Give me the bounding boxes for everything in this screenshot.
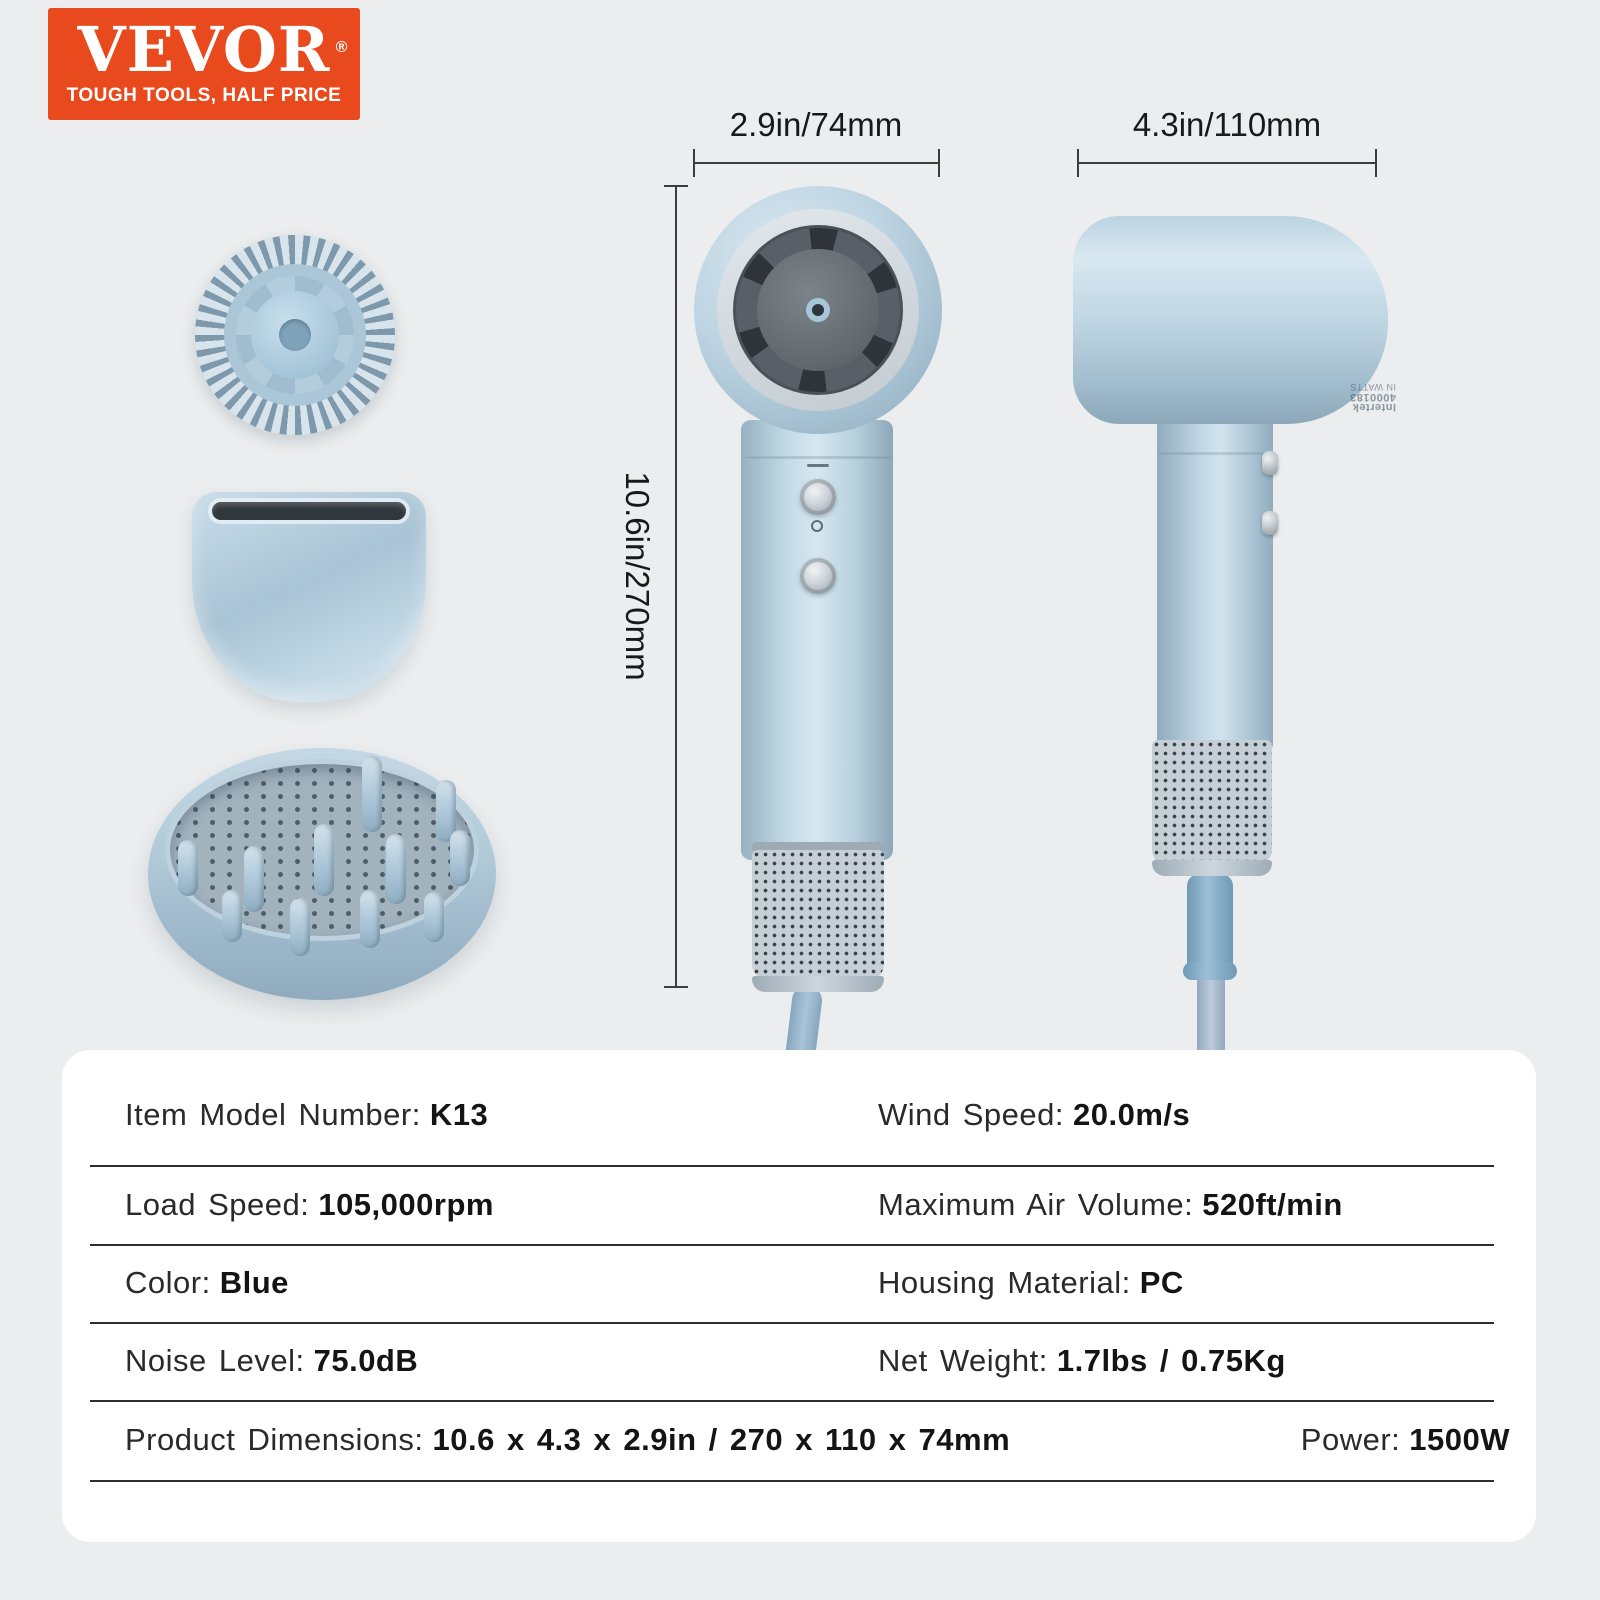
spec-value: 75.0dB xyxy=(313,1343,419,1378)
brand-tagline: TOUGH TOOLS, HALF PRICE xyxy=(66,85,342,106)
spec-net-weight xyxy=(878,1343,1286,1379)
diffuser-prong xyxy=(244,846,264,912)
dim-tick xyxy=(664,986,688,988)
spec-label: Wind Speed: xyxy=(878,1096,1064,1132)
impeller-center-hole xyxy=(279,319,311,351)
spec-row-3 xyxy=(62,1244,1536,1322)
spec-housing-material xyxy=(878,1265,1184,1301)
inlet-cap-side xyxy=(1152,860,1272,876)
head-center-hole xyxy=(812,304,824,316)
diffuser-prong xyxy=(314,824,334,896)
diffuser-prong xyxy=(360,890,380,948)
registered-mark: ® xyxy=(335,39,349,56)
spec-label: Maximum Air Volume: xyxy=(878,1186,1194,1222)
print-line-3: IN WATTS xyxy=(1350,382,1396,392)
accessory-concentrator-nozzle xyxy=(192,492,426,702)
power-symbol xyxy=(811,520,823,532)
accessory-diffuser xyxy=(148,748,496,1000)
diffuser-prong xyxy=(222,890,242,942)
brand-logo xyxy=(48,8,360,120)
barrel-certification-print xyxy=(1278,382,1396,412)
spec-color xyxy=(125,1265,289,1301)
diffuser-prong xyxy=(450,830,470,886)
inlet-cap-front xyxy=(752,976,884,992)
spec-label: Housing Material: xyxy=(878,1265,1131,1300)
accessory-impeller xyxy=(195,235,395,435)
print-line-1: Intertek xyxy=(1352,401,1396,413)
dim-label-side-width: 4.3in/110mm xyxy=(1132,106,1322,143)
spec-row-4 xyxy=(62,1322,1536,1400)
spec-value: 1.7lbs / 0.75Kg xyxy=(1056,1343,1286,1378)
dim-tick xyxy=(1077,149,1079,177)
diffuser-prong xyxy=(290,898,310,956)
spec-label: Net Weight: xyxy=(878,1343,1048,1378)
print-line-2: 4000183 xyxy=(1349,391,1396,403)
dim-line-height xyxy=(675,186,677,988)
handle-seam xyxy=(742,456,892,459)
diffuser-prong xyxy=(424,892,444,942)
dim-line-side-width xyxy=(1077,162,1377,164)
spec-value: PC xyxy=(1139,1265,1184,1300)
cord-strain-relief xyxy=(1187,874,1233,974)
power-cord-side xyxy=(1197,972,1225,1054)
diffuser-prong xyxy=(178,840,198,896)
diffuser-prong xyxy=(362,756,382,832)
dim-line-front-width xyxy=(693,162,940,164)
spec-label: Color: xyxy=(125,1265,211,1300)
dim-label-height: 10.6in/270mm xyxy=(619,471,656,681)
spec-noise-level xyxy=(125,1343,418,1379)
spec-load-speed xyxy=(125,1187,494,1223)
nozzle-slot xyxy=(212,502,406,520)
spec-panel xyxy=(62,1050,1536,1542)
spec-value: K13 xyxy=(429,1096,489,1132)
heat-button xyxy=(800,558,836,594)
spec-wind-speed xyxy=(878,1097,1190,1133)
diffuser-prong xyxy=(386,834,406,904)
spec-label: Item Model Number: xyxy=(125,1096,421,1132)
spec-row-5 xyxy=(62,1400,1536,1480)
spec-label: Load Speed: xyxy=(125,1186,310,1222)
dim-tick xyxy=(664,185,688,187)
spec-power xyxy=(1301,1422,1510,1458)
spec-value: 10.6 x 4.3 x 2.9in / 270 x 110 x 74mm xyxy=(432,1422,1011,1457)
spec-item-model xyxy=(125,1097,488,1133)
side-button-2 xyxy=(1262,511,1278,535)
spec-value: 105,000rpm xyxy=(318,1186,494,1222)
brand-name-text: VEVOR xyxy=(77,13,331,86)
dim-tick xyxy=(1375,149,1377,177)
row-divider xyxy=(90,1480,1494,1482)
dim-tick xyxy=(938,149,940,177)
air-inlet-mesh-side xyxy=(1152,740,1272,864)
side-button-1 xyxy=(1262,451,1278,475)
dim-tick xyxy=(693,149,695,177)
spec-value: 520ft/min xyxy=(1202,1186,1343,1222)
power-button xyxy=(800,479,836,515)
spec-product-dimensions xyxy=(125,1422,1010,1458)
air-inlet-mesh-front xyxy=(752,850,884,980)
dryer-handle-side xyxy=(1157,408,1273,752)
brand-name xyxy=(77,13,349,86)
speed-switch-mark xyxy=(807,464,829,467)
dim-label-front-width: 2.9in/74mm xyxy=(729,106,903,143)
spec-value: 20.0m/s xyxy=(1073,1096,1191,1132)
spec-row-2 xyxy=(62,1165,1536,1244)
spec-value: 1500W xyxy=(1409,1422,1510,1457)
spec-label: Product Dimensions: xyxy=(125,1422,424,1457)
handle-seam-side xyxy=(1158,452,1272,455)
spec-max-air-volume xyxy=(878,1187,1343,1223)
spec-value: Blue xyxy=(219,1265,289,1300)
spec-label: Power: xyxy=(1300,1422,1401,1457)
spec-label: Noise Level: xyxy=(125,1343,305,1378)
spec-row-1 xyxy=(62,1064,1536,1165)
